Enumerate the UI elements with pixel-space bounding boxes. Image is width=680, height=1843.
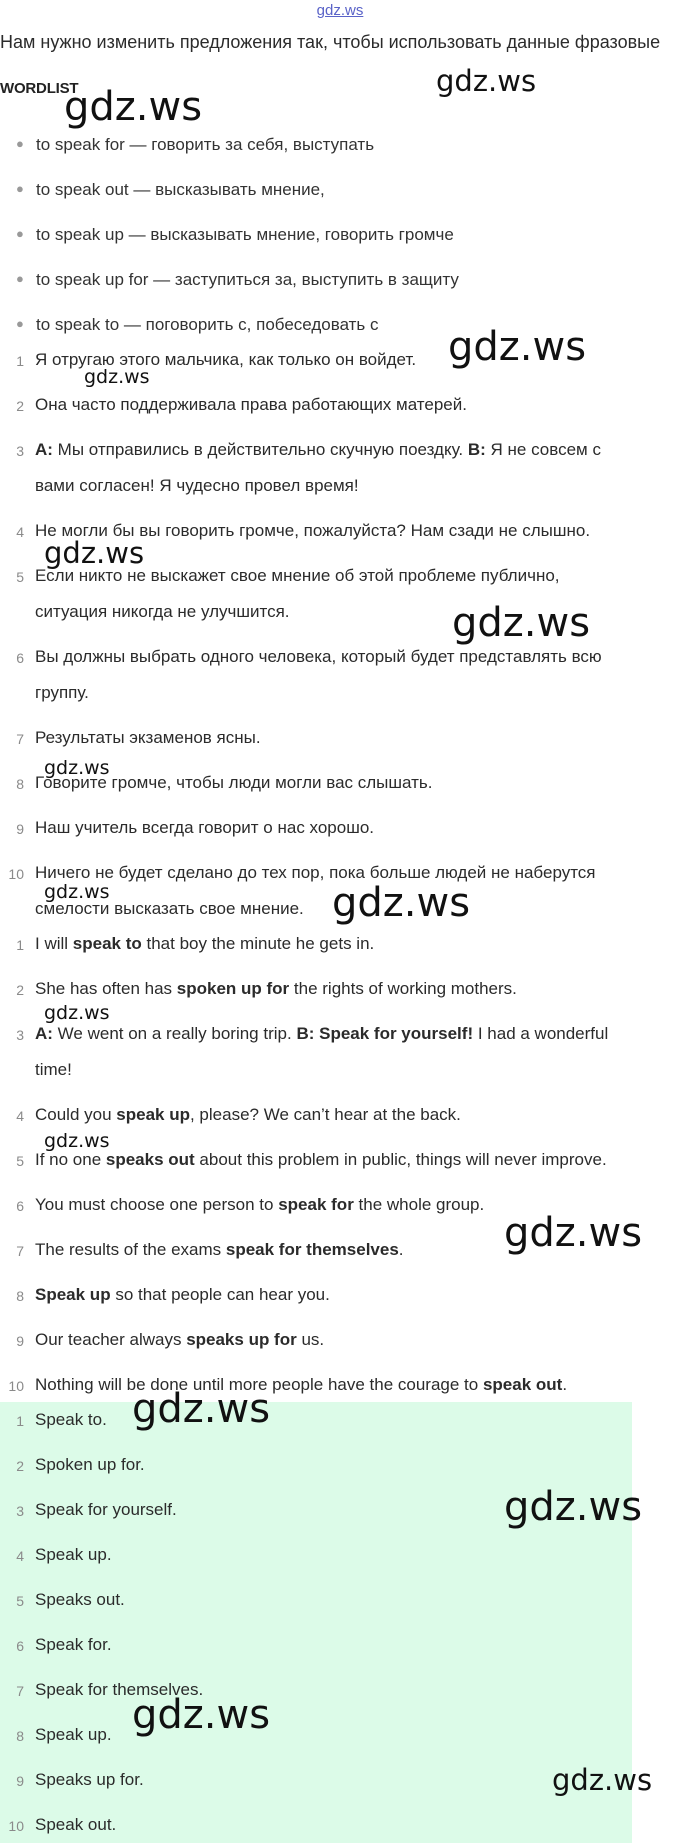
wordlist-item-text: to speak for — говорить за себя, выступать bbox=[36, 135, 375, 154]
bullet-icon: ● bbox=[16, 226, 24, 241]
item-text: Результаты экзаменов ясны. bbox=[35, 728, 261, 747]
answer-text: Speak up. bbox=[35, 1545, 112, 1564]
phrasal-verb: speak for themselves bbox=[225, 1240, 399, 1259]
item-number: 8 bbox=[16, 776, 24, 792]
watermark: gdz.ws bbox=[436, 64, 537, 98]
watermark: gdz.ws bbox=[132, 1386, 271, 1432]
phrasal-verb: speak up bbox=[116, 1105, 190, 1124]
item-number: 1 bbox=[16, 1413, 24, 1429]
answer-text: Speaks out. bbox=[35, 1590, 125, 1609]
speaker-b-text: Я не совсем с bbox=[485, 440, 601, 459]
item-number: 5 bbox=[16, 569, 24, 585]
item-text bbox=[35, 1285, 330, 1305]
phrasal-verb: Speak up bbox=[35, 1285, 111, 1304]
text-part: You must choose one person to bbox=[35, 1195, 279, 1214]
item-number: 2 bbox=[16, 982, 24, 998]
item-text: Не могли бы вы говорить громче, пожалуйста? Нам сзади не слышно. bbox=[35, 521, 591, 540]
speaker-a-text: We went on a really boring trip. bbox=[52, 1024, 297, 1043]
item-text bbox=[35, 1240, 404, 1260]
watermark: gdz.ws bbox=[552, 1763, 653, 1797]
item-number: 3 bbox=[16, 443, 24, 459]
item-number: 4 bbox=[16, 1548, 24, 1564]
text-part: Nothing will be done until more people have the courage to bbox=[35, 1375, 483, 1394]
answer-text: Speak out. bbox=[35, 1815, 117, 1834]
item-text: смелости высказать свое мнение. bbox=[35, 899, 304, 918]
text-part: Our teacher always bbox=[35, 1330, 187, 1349]
speaker-a-label: A: bbox=[35, 1024, 53, 1043]
item-number: 3 bbox=[16, 1503, 24, 1519]
phrasal-verb: speaks out bbox=[105, 1150, 195, 1169]
text-part: If no one bbox=[35, 1150, 106, 1169]
text-part: She has often has bbox=[35, 979, 177, 998]
item-number: 6 bbox=[16, 1638, 24, 1654]
watermark: gdz.ws bbox=[84, 366, 150, 388]
bullet-icon: ● bbox=[16, 316, 24, 331]
speaker-b-text: I had a wonderful bbox=[473, 1024, 609, 1043]
wordlist-item bbox=[0, 225, 454, 245]
phrasal-verb: spoken up for bbox=[176, 979, 290, 998]
phrasal-verb: speak for bbox=[278, 1195, 354, 1214]
speaker-b-label: B: bbox=[467, 440, 486, 459]
item-text: Вы должны выбрать одного человека, который будет представлять всю bbox=[35, 647, 602, 666]
wordlist-item bbox=[0, 315, 379, 335]
item-number: 6 bbox=[16, 1198, 24, 1214]
item-number: 3 bbox=[16, 1027, 24, 1043]
bullet-icon: ● bbox=[16, 271, 24, 286]
item-number: 4 bbox=[16, 524, 24, 540]
text-part: the whole group. bbox=[353, 1195, 485, 1214]
wordlist-item-text: to speak up for — заступиться за, выступить в защиту bbox=[36, 270, 459, 289]
text-part: . bbox=[398, 1240, 404, 1259]
watermark: gdz.ws bbox=[448, 324, 587, 370]
speaker-a-label: A: bbox=[35, 440, 53, 459]
site-link[interactable]: gdz.ws bbox=[316, 2, 364, 19]
phrasal-verb: speak out bbox=[482, 1375, 563, 1394]
answer-text: Speak for themselves. bbox=[35, 1680, 204, 1699]
item-text: ситуация никогда не улучшится. bbox=[35, 602, 290, 621]
text-part: that boy the minute he gets in. bbox=[141, 934, 375, 953]
answer-text: Speaks up for. bbox=[35, 1770, 144, 1789]
item-number: 5 bbox=[16, 1153, 24, 1169]
item-text: вами согласен! Я чудесно провел время! bbox=[35, 476, 359, 495]
text-part: . bbox=[562, 1375, 568, 1394]
watermark: gdz.ws bbox=[132, 1692, 271, 1738]
item-text: Если никто не выскажет свое мнение об этой проблеме публично, bbox=[35, 566, 560, 585]
wordlist-item-text: to speak out — высказывать мнение, bbox=[36, 180, 325, 199]
item-number: 10 bbox=[8, 1818, 24, 1834]
answer-text: Speak for yourself. bbox=[35, 1500, 177, 1519]
item-text bbox=[35, 1195, 484, 1215]
item-text: Ничего не будет сделано до тех пор, пока больше людей не наберутся bbox=[35, 863, 596, 882]
watermark: gdz.ws bbox=[44, 1002, 110, 1024]
item-text: Говорите громче, чтобы люди могли вас слышать. bbox=[35, 773, 433, 792]
item-number: 4 bbox=[16, 1108, 24, 1124]
item-text bbox=[35, 979, 517, 999]
item-number: 8 bbox=[16, 1288, 24, 1304]
phrasal-verb: Speak for yourself! bbox=[314, 1024, 474, 1043]
item-number: 10 bbox=[8, 866, 24, 882]
item-number: 6 bbox=[16, 650, 24, 666]
item-text bbox=[35, 1150, 607, 1170]
answer-text: Speak for. bbox=[35, 1635, 112, 1654]
item-text: Она часто поддерживала права работающих матерей. bbox=[35, 395, 467, 414]
item-number: 2 bbox=[16, 398, 24, 414]
watermark: gdz.ws bbox=[64, 84, 203, 130]
answer-text: Speak up. bbox=[35, 1725, 112, 1744]
watermark: gdz.ws bbox=[452, 600, 591, 646]
item-number: 7 bbox=[16, 731, 24, 747]
answer-text: Speak to. bbox=[35, 1410, 107, 1429]
phrasal-verb: speaks up for bbox=[186, 1330, 297, 1349]
item-number: 7 bbox=[16, 1683, 24, 1699]
item-text bbox=[35, 440, 601, 460]
item-number: 8 bbox=[16, 1728, 24, 1744]
item-text: группу. bbox=[35, 683, 89, 702]
text-part: I will bbox=[35, 934, 73, 953]
item-text: time! bbox=[35, 1060, 72, 1079]
text-part: The results of the exams bbox=[35, 1240, 226, 1259]
intro-text: Нам нужно изменить предложения так, чтобы использовать данные фразовые bbox=[0, 32, 661, 52]
wordlist-item bbox=[0, 180, 325, 200]
wordlist-item-text: to speak up — высказывать мнение, говорить громче bbox=[36, 225, 454, 244]
item-text: Наш учитель всегда говорит о нас хорошо. bbox=[35, 818, 375, 837]
wordlist-item-text: to speak to — поговорить с, побеседовать с bbox=[36, 315, 379, 334]
phrasal-verb: speak to bbox=[72, 934, 142, 953]
text-part: us. bbox=[296, 1330, 325, 1349]
item-number: 9 bbox=[16, 1773, 24, 1789]
answer-text: Spoken up for. bbox=[35, 1455, 145, 1474]
item-number: 7 bbox=[16, 1243, 24, 1259]
wordlist-heading: WORDLIST bbox=[0, 80, 79, 97]
watermark: gdz.ws bbox=[44, 881, 110, 903]
wordlist-item bbox=[0, 135, 374, 155]
watermark: gdz.ws bbox=[44, 536, 145, 570]
item-text bbox=[35, 1105, 461, 1125]
item-text: Я отругаю этого мальчика, как только он войдет. bbox=[35, 350, 417, 369]
speaker-b-label: B: bbox=[296, 1024, 315, 1043]
text-part: so that people can hear you. bbox=[110, 1285, 330, 1304]
item-text bbox=[35, 934, 374, 954]
bullet-icon: ● bbox=[16, 181, 24, 196]
bullet-icon: ● bbox=[16, 136, 24, 151]
text-part: the rights of working mothers. bbox=[289, 979, 517, 998]
watermark: gdz.ws bbox=[504, 1210, 643, 1256]
watermark: gdz.ws bbox=[44, 757, 110, 779]
item-number: 5 bbox=[16, 1593, 24, 1609]
item-text bbox=[35, 1024, 608, 1044]
wordlist-item bbox=[0, 270, 459, 290]
text-part: about this problem in public, things will never improve. bbox=[194, 1150, 607, 1169]
speaker-a-text: Мы отправились в действительно скучную поездку. bbox=[52, 440, 468, 459]
watermark: gdz.ws bbox=[44, 1130, 110, 1152]
item-number: 2 bbox=[16, 1458, 24, 1474]
watermark: gdz.ws bbox=[504, 1484, 643, 1530]
item-text bbox=[35, 1375, 567, 1395]
item-number: 9 bbox=[16, 1333, 24, 1349]
item-text bbox=[35, 1330, 324, 1350]
watermark: gdz.ws bbox=[332, 880, 471, 926]
text-part: Could you bbox=[35, 1105, 117, 1124]
item-number: 1 bbox=[16, 353, 24, 369]
item-number: 10 bbox=[8, 1378, 24, 1394]
item-number: 1 bbox=[16, 937, 24, 953]
item-number: 9 bbox=[16, 821, 24, 837]
text-part: , please? We can’t hear at the back. bbox=[189, 1105, 461, 1124]
